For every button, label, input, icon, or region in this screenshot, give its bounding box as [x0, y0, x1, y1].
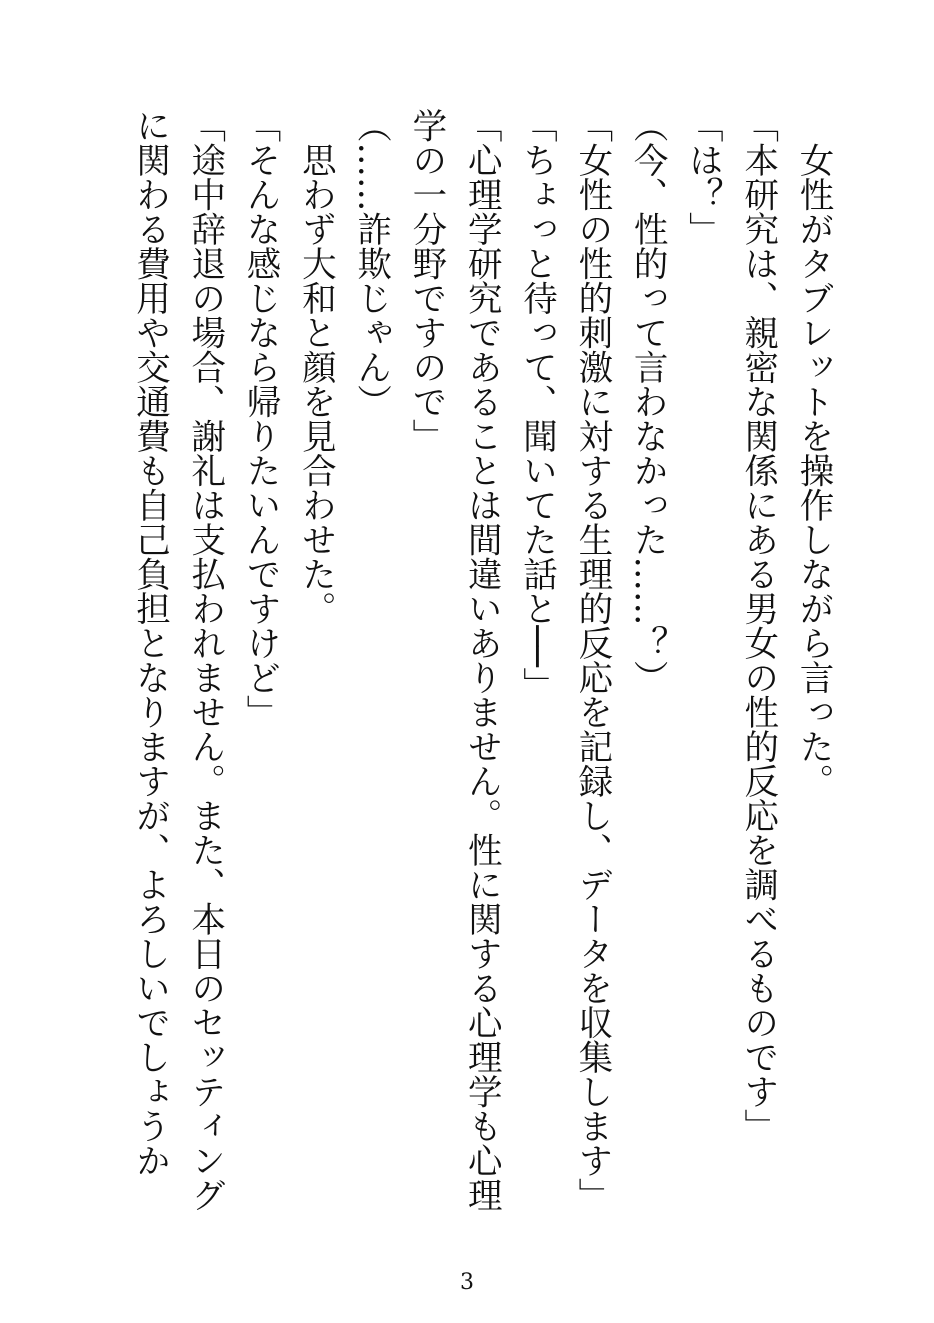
- text-line: （……詐欺じゃん）: [350, 108, 391, 419]
- text-line: 学の一分野ですので」: [405, 108, 446, 453]
- text-line: 「途中辞退の場合、謝礼は支払われません。また、本日のセッティング: [184, 108, 225, 1212]
- text-line: 「本研究は、親密な関係にある男女の性的反応を調べるものです」: [737, 108, 778, 1143]
- text-line: 女性がタブレットを操作しながら言った。: [793, 108, 833, 798]
- text-line: 「は？」: [682, 108, 723, 246]
- vertical-text-body: [121, 108, 840, 1218]
- text-line: 「ちょっと待って、聞いてた話と──」: [516, 108, 557, 702]
- text-line: 「女性の性的刺激に対する生理的反応を記録し、データを収集します」: [571, 108, 612, 1212]
- text-line: 思わず大和と顔を見合わせた。: [295, 108, 336, 626]
- text-line: 「そんな感じなら帰りたいんですけど」: [240, 108, 281, 729]
- text-line: 「心理学研究であることは間違いありません。性に関する心理学も心理: [461, 108, 502, 1212]
- text-line: （今、性的って言わなかった……？）: [627, 108, 668, 695]
- page-number: 3: [460, 1270, 474, 1295]
- text-line: に関わる費用や交通費も自己負担となりますが、よろしいでしょうか: [129, 108, 170, 1178]
